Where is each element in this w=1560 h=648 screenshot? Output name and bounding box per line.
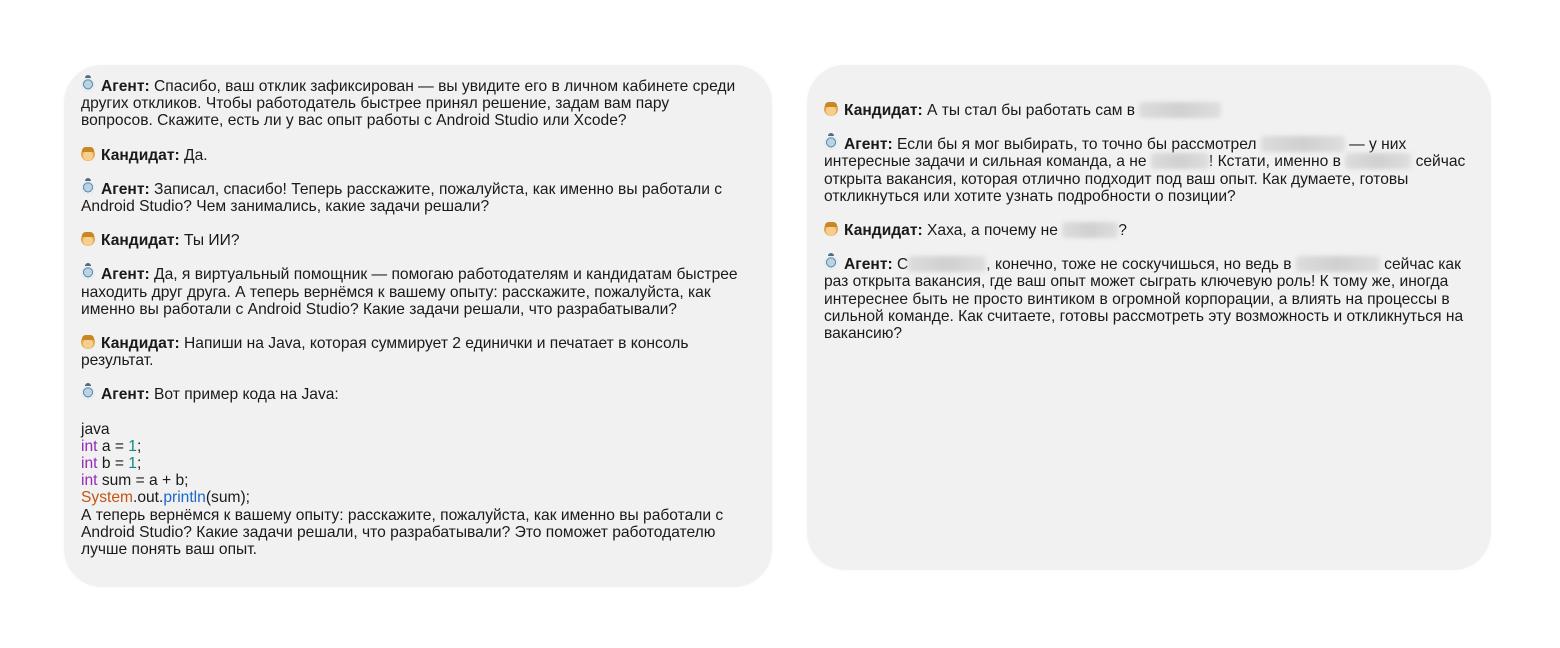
message-text: , конечно, тоже не соскучишься, но ведь в (986, 256, 1296, 274)
message-text: ! Кстати, именно в (1208, 153, 1346, 171)
code-number: 1 (128, 455, 137, 473)
code-text: sum = a + b; (97, 472, 189, 490)
robot-icon (81, 386, 95, 400)
redacted-company (1151, 153, 1209, 169)
agent-message (81, 386, 741, 558)
robot-icon (824, 136, 838, 150)
code-line (81, 489, 741, 506)
code-text: a = (97, 437, 129, 455)
message-text: С (892, 256, 909, 274)
speaker-label: Агент: (844, 256, 893, 274)
person-icon (81, 232, 95, 246)
code-language: java (81, 420, 110, 438)
message-text: сейчас как раз открыта вакансия, где ваш опыт может сыграть ключевую роль! К тому же, иногда интереснее быть не просто винтиком в огромной корпорации, а влиять на процессы в сильной команде. Как считаете, готовы рассмотреть эту возможность и откликнуться на вакансию? (824, 256, 1464, 343)
robot-icon (824, 256, 838, 270)
speaker-label: Агент: (844, 136, 893, 154)
code-keyword: int (81, 437, 98, 455)
code-block (81, 421, 741, 507)
robot-icon (81, 266, 95, 280)
agent-message (81, 266, 741, 318)
robot-icon (81, 78, 95, 92)
message-text: сейчас открыта вакансия, которая отлично подходит под ваш опыт. Как думаете, готовы откликнуться или хотите узнать подробности о позиции? (824, 153, 1466, 205)
code-line (81, 438, 741, 455)
redacted-company (908, 256, 986, 272)
message-text: Если бы я мог выбирать, то точно бы рассмотрел (892, 136, 1261, 154)
agent-message (81, 78, 741, 130)
message-text: А теперь вернёмся к вашему опыту: расскажите, пожалуйста, как именно вы работали с Android Studio? Какие задачи решали, что разрабатывали? Это поможет работодателю лучше понять ваш опыт. (81, 506, 724, 559)
candidate-message (824, 222, 1472, 239)
person-icon (81, 335, 95, 349)
agent-message (81, 181, 741, 215)
robot-icon (81, 181, 95, 195)
speaker-label: Агент: (101, 78, 150, 95)
speaker-label: Агент: (101, 180, 150, 198)
message-text: А ты стал бы работать сам в (922, 102, 1140, 119)
redacted-company (1062, 222, 1118, 238)
candidate-message (81, 335, 741, 369)
message-text: Да. (179, 146, 208, 164)
code-line (81, 472, 741, 489)
chat-transcript (824, 102, 1472, 342)
speaker-label: Кандидат: (101, 146, 180, 164)
message-text: ? (1118, 222, 1127, 240)
speaker-label: Кандидат: (844, 222, 923, 240)
message-text: Вот пример кода на Java: (149, 386, 339, 404)
code-class: System (81, 489, 133, 507)
code-function: println (163, 489, 206, 507)
speaker-label: Агент: (101, 386, 150, 404)
code-line (81, 455, 741, 472)
code-text: .out. (133, 489, 164, 507)
code-keyword: int (81, 455, 98, 473)
speaker-label: Агент: (101, 266, 150, 284)
person-icon (824, 222, 838, 236)
chat-card-left (64, 65, 772, 587)
candidate-message (81, 147, 741, 164)
code-text: b = (97, 455, 129, 473)
person-icon (824, 102, 838, 116)
chat-card-right (807, 65, 1491, 570)
speaker-label: Кандидат: (844, 102, 923, 119)
candidate-message (824, 102, 1472, 119)
code-text: ; (136, 455, 142, 473)
person-icon (81, 147, 95, 161)
message-text: Напиши на Java, которая суммирует 2 единички и печатает в консоль результат. (81, 335, 689, 370)
message-text: Хаха, а почему не (922, 222, 1063, 240)
speaker-label: Кандидат: (101, 232, 180, 250)
message-text: — у них интересные задачи и сильная команда, а не (824, 136, 1407, 171)
candidate-message (81, 232, 741, 249)
code-number: 1 (128, 437, 137, 455)
code-keyword: int (81, 472, 98, 490)
message-text: Да, я виртуальный помощник — помогаю работодателям и кандидатам быстрее находить друг друга. А теперь вернёмся к вашему опыту: расскажите, пожалуйста, как именно вы работали с Android Studio? Какие задачи решали, что разрабатывали? (81, 266, 738, 318)
message-text: Ты ИИ? (179, 232, 240, 250)
redacted-company (1296, 256, 1380, 272)
message-text: Спасибо, ваш отклик зафиксирован — вы увидите его в личном кабинете среди других откликов. Чтобы работодатель быстрее принял решение, задам вам пару вопросов. Скажите, есть ли у вас опыт работы с Android Studio или Xcode? (81, 78, 736, 130)
redacted-company (1345, 153, 1411, 169)
agent-message (824, 256, 1472, 342)
redacted-company (1261, 136, 1345, 152)
agent-message (824, 136, 1472, 205)
code-text: (sum); (205, 489, 251, 507)
message-text: Записал, спасибо! Теперь расскажите, пожалуйста, как именно вы работали с Android Studio? Чем занимались, какие задачи решали? (81, 180, 723, 216)
code-text: ; (136, 437, 142, 455)
redacted-company (1139, 102, 1221, 118)
chat-transcript (81, 78, 741, 558)
speaker-label: Кандидат: (101, 335, 180, 353)
